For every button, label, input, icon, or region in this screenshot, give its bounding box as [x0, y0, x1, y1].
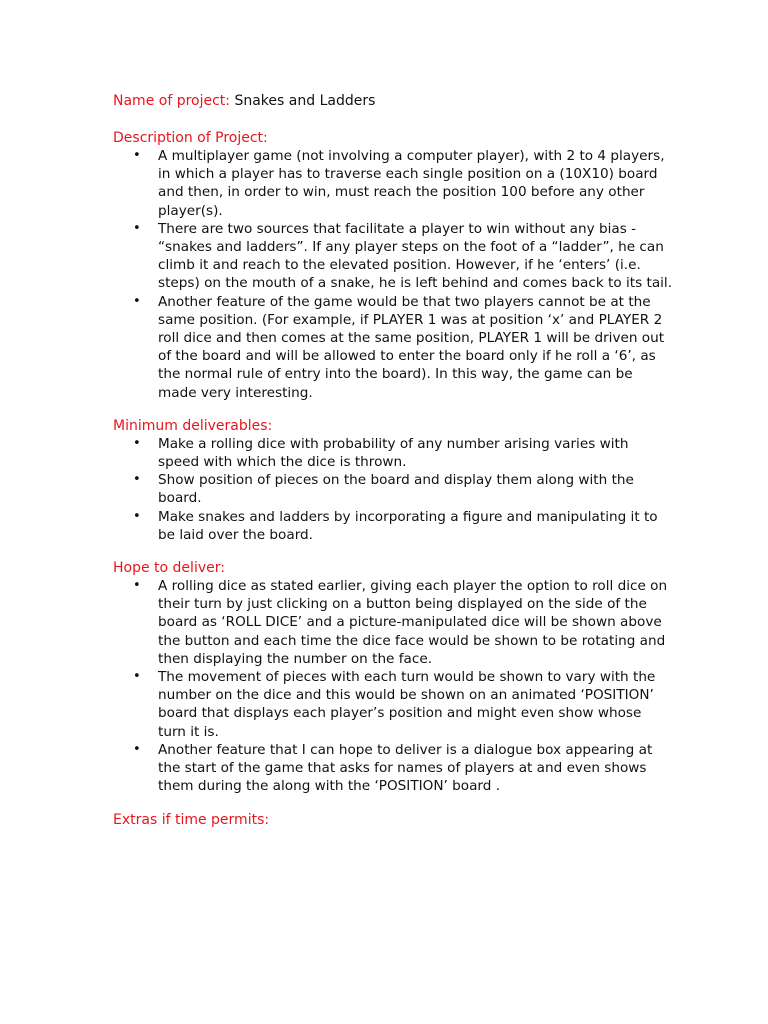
list-item [113, 147, 673, 220]
project-name-line [113, 92, 673, 110]
project-name-label: Name of project: [113, 93, 231, 109]
section-title: Description of Project: [113, 130, 268, 146]
list-item-text: There are two sources that facilitate a player to win without any bias - “snakes and ladders”. If any player steps on the foot of a “ladder”, he can climb it and reach to the elevated position. However, if he ‘enters’ (i.e. steps) on the mouth of a snake, he is left behind and comes back to its tail. [158, 220, 673, 292]
list-item-text: Make snakes and ladders by incorporating a figure and manipulating it to be laid over the board. [158, 508, 658, 543]
bullet-icon: • [133, 472, 141, 488]
list-item-text: The movement of pieces with each turn would be shown to vary with the number on the dice and this would be shown on an animated ‘POSITION’ board that displays each player’s position and might even show whose turn it is. [158, 669, 656, 740]
bullet-icon: • [133, 578, 141, 594]
list-item [113, 220, 673, 293]
bullet-icon: • [133, 293, 141, 309]
list-item [113, 471, 673, 507]
section-title: Extras if time permits: [113, 811, 270, 828]
list-item-text: Show position of pieces on the board and display them along with the board. [158, 472, 634, 507]
section-title: Hope to deliver: [113, 560, 225, 577]
bullet-list [113, 435, 673, 544]
bullet-list [113, 577, 673, 795]
list-item [113, 577, 673, 668]
list-item [113, 435, 673, 471]
project-name-value: Snakes and Ladders [234, 93, 376, 109]
bullet-icon: • [133, 148, 141, 163]
list-item [113, 508, 673, 544]
bullet-icon: • [133, 508, 141, 524]
section-description [113, 129, 673, 402]
list-item-text: Another feature that I can hope to deliver is a dialogue box appearing at the start of the game that asks for names of players at and even shows them during the along with the ‘POSITION’ board . [158, 741, 653, 795]
bullet-icon: • [133, 741, 141, 757]
list-item-text: Another feature of the game would be that two players cannot be at the same position. (For example, if PLAYER 1 was at position ‘x’ and PLAYER 2 roll dice and then comes at the same position, PLAYER 1 will be driven out of the board and will be allowed to enter the board only if he roll a ‘6’, as the normal rule of entry into the board). In this way, the game can be made very interesting. [158, 293, 665, 401]
list-item-text: Make a rolling dice with probability of any number arising varies with speed with which the dice is thrown. [158, 435, 629, 471]
section-hope-to-deliver [113, 559, 673, 795]
list-item-text: A rolling dice as stated earlier, giving each player the option to roll dice on their turn by just clicking on a button being displayed on the side of the board as ‘ROLL DICE’ and a picture-manipulated dice will be shown above the button and each time the dice face would be shown to be rotating and then displaying the number on the face. [158, 578, 668, 667]
bullet-icon: • [133, 220, 141, 236]
list-item [113, 668, 673, 741]
bullet-icon: • [133, 669, 141, 685]
section-title: Minimum deliverables: [113, 417, 273, 434]
document-page [113, 92, 673, 829]
list-item [113, 741, 673, 796]
list-item-text: A multiplayer game (not involving a computer player), with 2 to 4 players, in which a player has to traverse each single position on a (10X10) board and then, in order to win, must reach the position 100 before any other player(s). [158, 148, 665, 219]
list-item [113, 293, 673, 402]
section-minimum-deliverables [113, 417, 673, 544]
bullet-icon: • [133, 435, 141, 451]
section-extras [113, 811, 673, 829]
bullet-list [113, 147, 673, 402]
